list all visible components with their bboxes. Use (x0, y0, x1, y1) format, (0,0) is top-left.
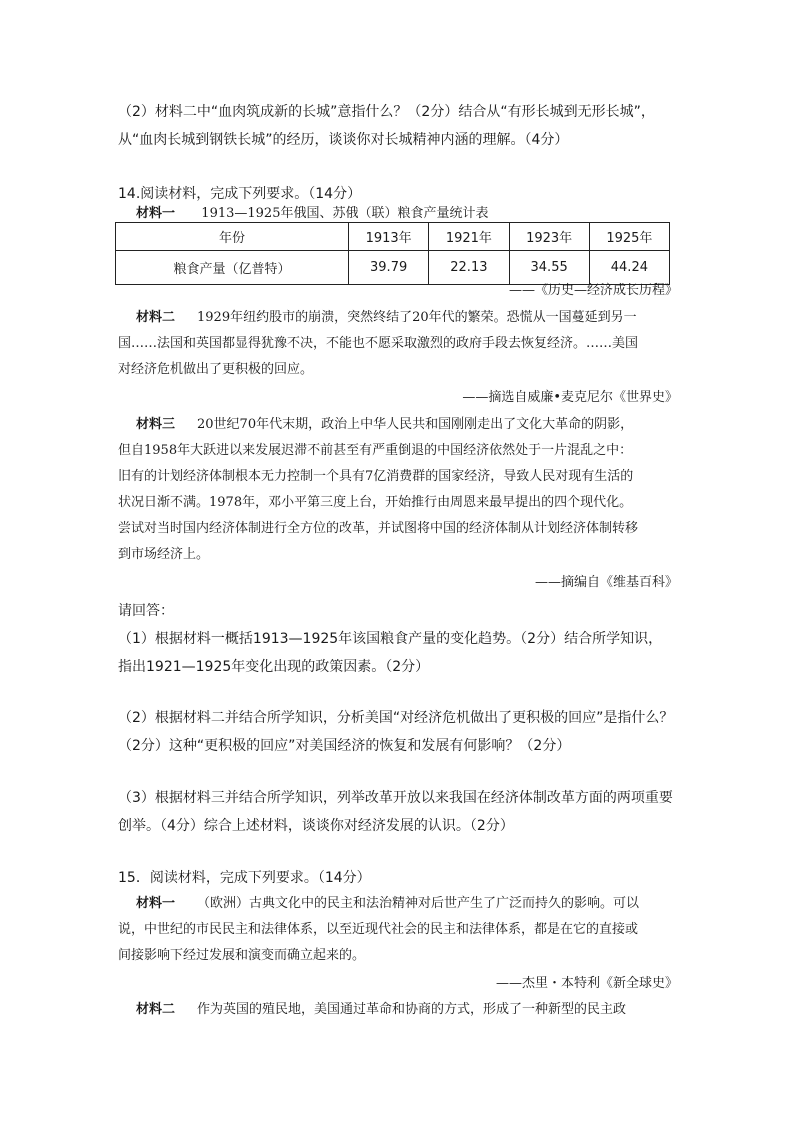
q14-material2 (118, 305, 678, 383)
q14-question1 (118, 625, 678, 681)
q15-material1 (118, 891, 678, 969)
q14-question3-line: （3）根据材料三并结合所学知识，列举改革开放以来我国在经济体制改革方面的两项重要 (118, 790, 673, 806)
table-header-cell: 年份 (116, 223, 349, 251)
q13-part2 (118, 98, 678, 154)
q14-question2-line: （2）根据材料二并结合所学知识，分析美国“对经济危机做出了更积极的回应”是指什么？ (118, 710, 674, 726)
q15-heading: 15．阅读材料，完成下列要求。（14分） (118, 870, 371, 886)
q14-material3-label: 材料三 (136, 417, 176, 432)
table-cell: 44.24 (589, 251, 669, 285)
table-header-cell: 1925年 (589, 223, 669, 251)
q14-question2 (118, 704, 678, 760)
table-header-row (116, 223, 670, 251)
q14-material2-line: 材料二 1929年纽约股市的崩溃，突然终结了20年代的繁荣。恐慌从一国蔓延到另一 (136, 310, 637, 325)
q14-material2-label: 材料二 (136, 310, 176, 325)
q14-material3 (118, 412, 678, 568)
q14-material1-title: 1913—1925年俄国、苏俄（联）粮食产量统计表 (201, 206, 489, 221)
q14-material3-line: 到市场经济上。 (118, 547, 210, 562)
q14-material2-source: ——摘选自威廉•麦克尼尔《世界史》 (462, 390, 678, 405)
q14-material3-line: 状况日渐不满。1978年，邓小平第三度上台，开始推行由周恩来最早提出的四个现代化。 (118, 495, 633, 510)
table-header-cell: 1913年 (349, 223, 429, 251)
q15-material1-line: 材料一 （欧洲）古典文化中的民主和法治精神对后世产生了广泛而持久的影响。可以 (136, 896, 640, 911)
q15-material1-source: ——杰里・本特利《新全球史》 (495, 976, 678, 991)
table-cell: 34.55 (509, 251, 589, 285)
q14-material3-line: 旧有的计划经济体制根本无力控制一个具有7亿消费群的国家经济，导致人民对现有生活的 (118, 469, 634, 484)
q14-material1-source: ——《历史—经济成长历程》 (508, 283, 678, 298)
q14-material3-source: ——摘编自《维基百科》 (534, 575, 678, 590)
q14-question1-line: （1）根据材料一概括1913—1925年该国粮食产量的变化趋势。（2分）结合所学知识， (118, 631, 663, 647)
q14-question3-line: 创举。（4分）综合上述材料，谈谈你对经济发展的认识。（2分） (118, 818, 514, 834)
q14-ask-label: 请回答： (118, 603, 174, 619)
q14-heading: 14.阅读材料，完成下列要求。（14分） (118, 186, 362, 202)
table-cell: 22.13 (429, 251, 509, 285)
q15-material1-line: 说，中世纪的市民民主和法律体系，以至近现代社会的民主和法律体系，都是在它的直接或 (118, 922, 639, 937)
q13-part2-line1: （2）材料二中“血肉筑成新的长城”意指什么？（2分）结合从“有形长城到无形长城”， (118, 104, 655, 120)
q14-material1-label: 材料一 (136, 206, 176, 221)
q15-material2-line: 材料二 作为英国的殖民地，美国通过革命和协商的方式，形成了一种新型的民主政 (136, 1002, 627, 1017)
q14-material3-line: 尝试对当时国内经济体制进行全方位的改革，并试图将中国的经济体制从计划经济体制转移 (118, 521, 639, 536)
q14-question1-line: 指出1921—1925年变化出现的政策因素。（2分） (118, 659, 430, 675)
table-cell: 39.79 (349, 251, 429, 285)
q14-material2-line: 对经济危机做出了更积极的回应。 (118, 362, 314, 377)
grain-output-table (115, 222, 670, 285)
q14-question2-line: （2分）这种“更积极的回应”对美国经济的恢复和发展有何影响？（2分） (118, 738, 571, 754)
q14-material3-line: 但自1958年大跃进以来发展迟滞不前甚至有严重倒退的中国经济依然处于一片混乱之中： (118, 443, 633, 458)
q13-part2-line2: 从“血肉长城到钢铁长城”的经历，谈谈你对长城精神内涵的理解。（4分） (118, 132, 569, 148)
q14-material2-line: 国……法国和英国都显得犹豫不决，不能也不愿采取激烈的政府手段去恢复经济。……美国 (118, 336, 639, 351)
q15-material1-label: 材料一 (136, 896, 176, 911)
q14-material3-line: 材料三 20世纪70年代末期，政治上中华人民共和国刚刚走出了文化大革命的阴影， (136, 417, 634, 432)
q15-material1-line: 间接影响下经过发展和演变而确立起来的。 (118, 948, 366, 963)
q14-question3 (118, 784, 678, 840)
q15-material2 (118, 997, 678, 1023)
table-header-cell: 1923年 (509, 223, 589, 251)
q15-material2-label: 材料二 (136, 1002, 176, 1017)
table-cell: 粮食产量（亿普特） (116, 251, 349, 285)
table-header-cell: 1921年 (429, 223, 509, 251)
